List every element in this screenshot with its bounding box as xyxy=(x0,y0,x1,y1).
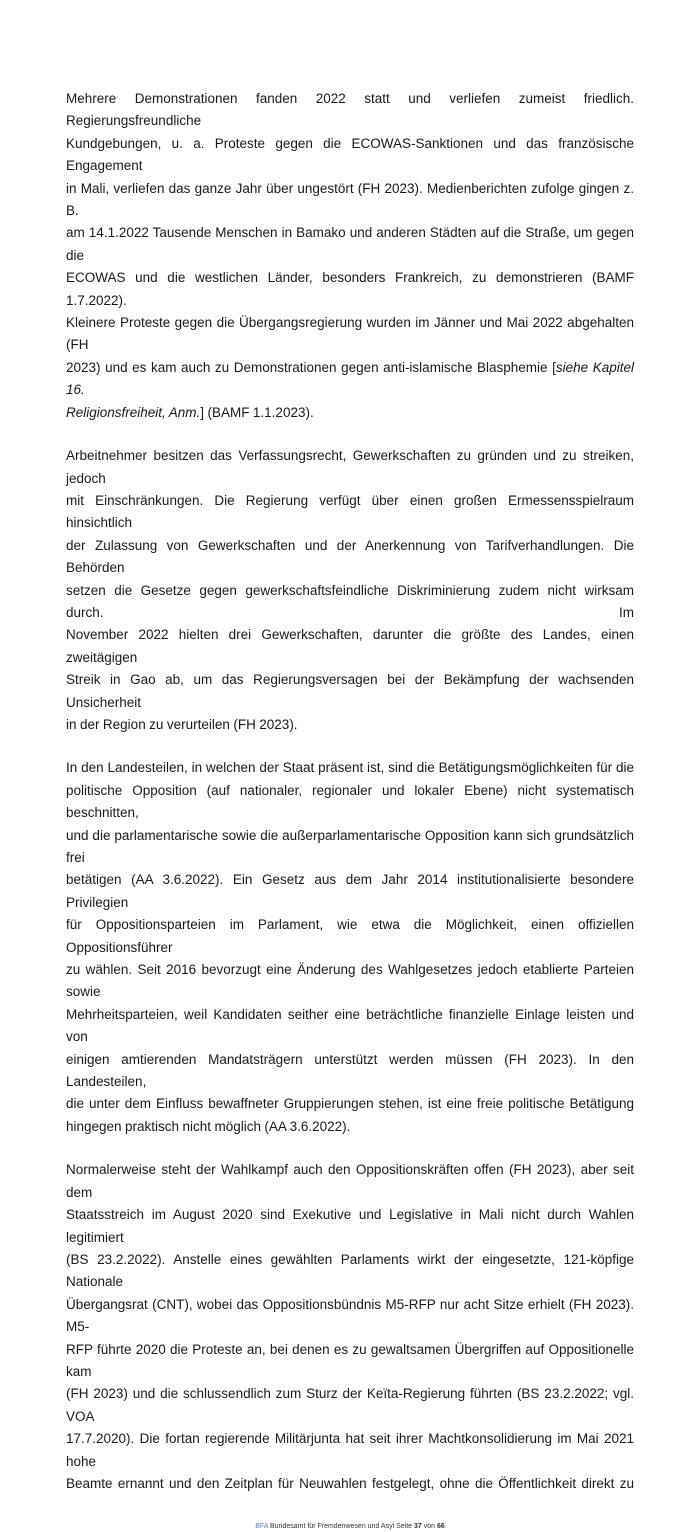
text-line: am 14.1.2022 Tausende Menschen in Bamako und anderen Städten auf die Straße, um gegen die xyxy=(66,225,634,263)
cross-reference: Religionsfreiheit, Anm. xyxy=(66,404,201,420)
text-line: ECOWAS und die westlichen Länder, besonders Frankreich, zu demonstrieren (BAMF 1.7.2022). xyxy=(66,270,634,308)
footer-org: Bundesamt für Fremdenwesen und Asyl xyxy=(270,1523,395,1531)
footer-of-label: von xyxy=(423,1523,436,1531)
text-line: Übergangsrat (CNT), wobei das Oppositionsbündnis M5-RFP nur acht Sitze erhielt (FH 2023). M5- xyxy=(66,1296,634,1335)
text-line: in der Region zu verurteilen (FH 2023). xyxy=(66,716,298,732)
page-footer xyxy=(0,1516,700,1532)
text-line: einigen amtierenden Mandatsträgern unterstützt werden müssen (FH 2023). In den Landesteilen, xyxy=(66,1051,634,1090)
text-line: Normalerweise steht der Wahlkampf auch den Oppositionskräften offen (FH 2023), aber seit dem xyxy=(66,1162,634,1200)
text-line: Kleinere Proteste gegen die Übergangsregierung wurden im Jänner und Mai 2022 abgehalten (FH xyxy=(66,315,634,353)
text-line: setzen die Gesetze gegen gewerkschaftsfeindliche Diskriminierung zudem nicht wirksam durch. Im xyxy=(66,582,634,620)
paragraph-demonstrations xyxy=(66,88,634,424)
footer-brand: BFA xyxy=(255,1523,269,1531)
text-line xyxy=(66,402,634,424)
text-line: Streik in Gao ab, um das Regierungsversagen bei der Bekämpfung der wachsenden Unsicherheit xyxy=(66,672,634,710)
text-line: Kundgebungen, u. a. Proteste gegen die ECOWAS-Sanktionen und das französische Engagement xyxy=(66,135,634,174)
text-line: In den Landesteilen, in welchen der Staat präsent ist, sind die Betätigungsmöglichkeiten für die xyxy=(66,760,634,776)
text-line: Staatsstreich im August 2020 sind Exekutive und Legislative in Mali nicht durch Wahlen legitimiert xyxy=(66,1207,634,1245)
text-line: November 2022 hielten drei Gewerkschaften, darunter die größte des Landes, einen zweitägigen xyxy=(66,627,634,665)
page-number: 37 xyxy=(414,1523,422,1531)
text-line: Arbeitnehmer besitzen das Verfassungsrecht, Gewerkschaften zu gründen und zu streiken, jedoch xyxy=(66,448,634,486)
document-body xyxy=(66,0,634,1495)
paragraph-unions xyxy=(66,445,634,736)
text-line: hingegen praktisch nicht möglich (AA 3.6.2022). xyxy=(66,1118,351,1134)
text-line: betätigen (AA 3.6.2022). Ein Gesetz aus dem Jahr 2014 institutionalisierte besondere Privilegien xyxy=(66,872,634,910)
text-line: mit Einschränkungen. Die Regierung verfügt über einen großen Ermessensspielraum hinsichtlich xyxy=(66,492,634,531)
text-segment: 2023) und es kam auch zu Demonstrationen gegen anti-islamische Blasphemie [ xyxy=(66,359,556,375)
text-line: Beamte ernannt und den Zeitplan für Neuwahlen festgelegt, ohne die Öffentlichkeit direkt zu xyxy=(66,1475,634,1491)
cross-reference: siehe Kapitel 16. xyxy=(66,359,634,398)
text-line: Mehrere Demonstrationen fanden 2022 statt und verliefen zumeist friedlich. Regierungsfreundliche xyxy=(66,91,634,129)
text-line xyxy=(66,357,634,402)
paragraph-opposition xyxy=(66,757,634,1138)
text-line: 17.7.2020). Die fortan regierende Militärjunta hat seit ihrer Machtkonsolidierung im Mai 2021 hohe xyxy=(66,1431,634,1469)
text-line: die unter dem Einfluss bewaffneter Gruppierungen stehen, ist eine freie politische Betätigung xyxy=(66,1096,634,1112)
text-line: in Mali, verliefen das ganze Jahr über ungestört (FH 2023). Medienberichten zufolge gingen z. B. xyxy=(66,180,634,219)
text-segment: ] (BAMF 1.1.2023). xyxy=(200,404,314,420)
text-line: (BS 23.2.2022). Anstelle eines gewählten Parlaments wirkt der eingesetzte, 121-köpfige Nationale xyxy=(66,1251,634,1290)
text-line: Mehrheitsparteien, weil Kandidaten seither eine beträchtliche finanzielle Einlage leisten und von xyxy=(66,1006,634,1045)
text-line: politische Opposition (auf nationaler, regionaler und lokaler Ebene) nicht systematisch beschnitten, xyxy=(66,782,634,821)
text-line: der Zulassung von Gewerkschaften und der Anerkennung von Tarifverhandlungen. Die Behörden xyxy=(66,537,634,576)
paragraph-elections xyxy=(66,1159,634,1495)
text-line: zu wählen. Seit 2016 bevorzugt eine Änderung des Wahlgesetzes jedoch etablierte Parteien sowie xyxy=(66,962,634,1000)
text-line: (FH 2023) und die schlussendlich zum Sturz der Keïta-Regierung führten (BS 23.2.2022; vgl. VOA xyxy=(66,1386,634,1424)
text-line: RFP führte 2020 die Proteste an, bei denen es zu gewaltsamen Übergriffen auf Oppositionelle kam xyxy=(66,1341,634,1379)
footer-page-label: Seite xyxy=(396,1523,413,1531)
text-line: und die parlamentarische sowie die außerparlamentarische Opposition kann sich grundsätzlich frei xyxy=(66,827,634,865)
text-line: für Oppositionsparteien im Parlament, wie etwa die Möglichkeit, einen offiziellen Oppositionsführer xyxy=(66,917,634,955)
page-total: 66 xyxy=(437,1523,445,1531)
